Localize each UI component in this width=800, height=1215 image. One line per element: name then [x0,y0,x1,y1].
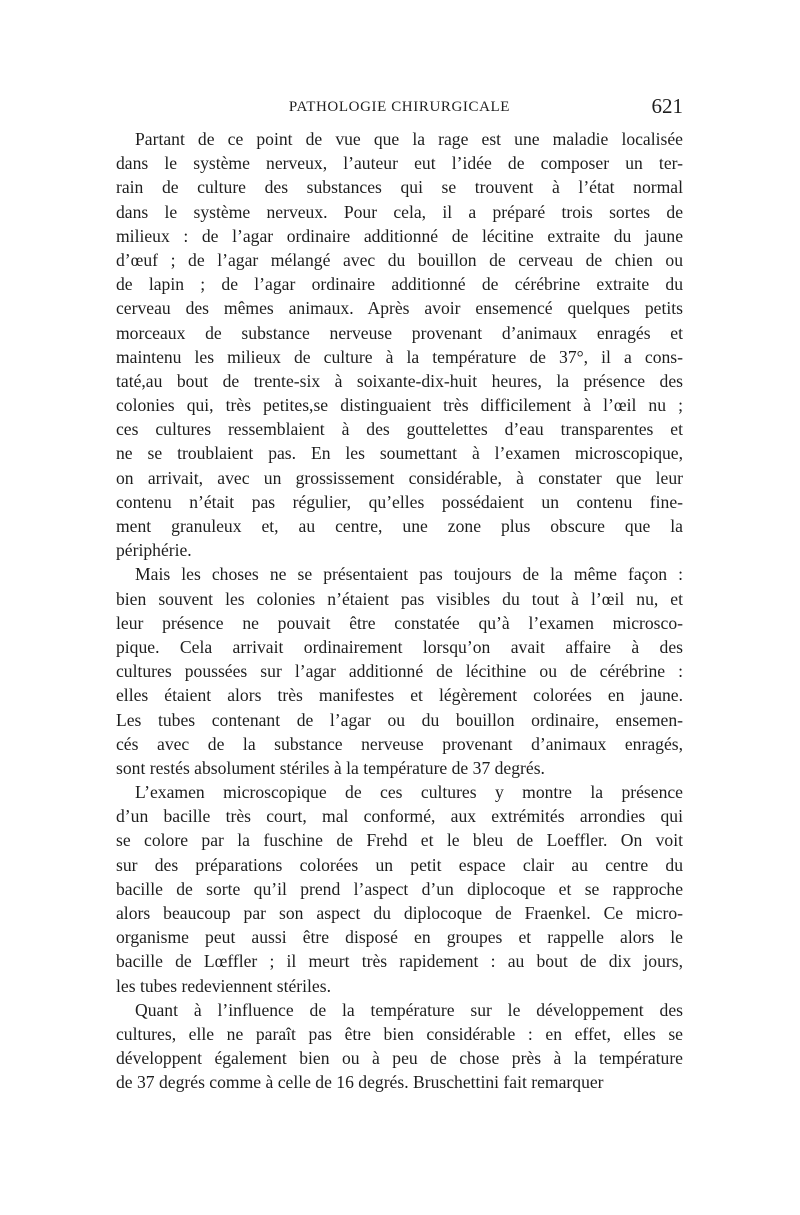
text-line: de 37 degrés comme à celle de 16 degrés. Bruschettini fait remarquer [116,1072,604,1093]
page-number: 621 [651,94,683,118]
text-line: alors beaucoup par son aspect du diplocoque de Fraenkel. Ce micro- [116,903,683,923]
text-line: ne se troublaient pas. En les soumettant à l’examen microscopique, [116,443,683,464]
text-line: dans le système nerveux, l’auteur eut l’idée de composer un ter- [116,153,683,174]
text-line: ment granuleux et, au centre, une zone plus obscure que la [116,516,683,536]
text-line: sur des préparations colorées un petit espace clair au centre du [116,854,683,875]
text-line: morceaux de substance nerveuse provenant d’animaux enragés et [116,322,683,343]
paragraph [116,562,683,780]
body-text [116,127,683,1095]
text-line: elles étaient alors très manifestes et légèrement colorées en jaune. [116,685,683,706]
text-line: dans le système nerveux. Pour cela, il a préparé trois sortes de [116,201,683,222]
text-line: Les tubes contenant de l’agar ou du bouillon ordinaire, ensemen- [116,709,683,730]
text-line: maintenu les milieux de culture à la température de 37°, il a cons- [116,346,683,367]
text-line: se colore par la fuschine de Frehd et le bleu de Loeffler. On voit [116,830,683,851]
text-line: développent également bien ou à peu de chose près à la température [116,1048,683,1069]
text-line: Partant de ce point de vue que la rage est une maladie localisée [135,129,683,149]
text-line: Mais les choses ne se présentaient pas toujours de la même façon : [135,564,683,585]
text-line: rain de culture des substances qui se trouvent à l’état normal [116,177,683,198]
text-line: périphérie. [116,540,192,561]
paragraph [116,780,683,998]
text-line: cultures poussées sur l’agar additionné de lécithine ou de cérébrine : [116,661,683,682]
text-line: organisme peut aussi être disposé en groupes et rappelle alors le [116,927,683,948]
text-line: d’œuf ; de l’agar mélangé avec du bouillon de cerveau de chien ou [116,249,683,270]
text-line: Quant à l’influence de la température sur le développement des [135,999,683,1020]
paragraph [116,127,683,562]
text-line: bien souvent les colonies n’étaient pas visibles du tout à l’œil nu, et [116,588,683,609]
text-line: cultures, elle ne paraît pas être bien considérable : en effet, elles se [116,1023,683,1044]
text-line: on arrivait, avec un grossissement considérable, à constater que leur [116,467,683,488]
text-line: cerveau des mêmes animaux. Après avoir ensemencé quelques petits [116,298,683,319]
text-line: L’examen microscopique de ces cultures y montre la présence [135,782,683,803]
text-line: colonies qui, très petites,se distinguaient très difficilement à l’œil nu ; [116,395,683,416]
text-line: taté,au bout de trente-six à soixante-dix-huit heures, la présence des [116,370,683,391]
running-head [116,95,683,119]
text-line: leur présence ne pouvait être constatée qu’à l’examen microsco- [116,612,683,633]
text-line: ces cultures ressemblaient à des gouttelettes d’eau transparentes et [116,419,683,440]
text-line: sont restés absolument stériles à la température de 37 degrés. [116,757,545,778]
text-line: bacille de Lœffler ; il meurt très rapidement : au bout de dix jours, [116,951,683,972]
text-line: de lapin ; de l’agar ordinaire additionné de cérébrine extraite du [116,274,683,295]
text-line: les tubes redeviennent stériles. [116,975,331,996]
text-line: contenu n’était pas régulier, qu’elles possédaient un contenu fine- [116,491,683,512]
text-line: milieux : de l’agar ordinaire additionné de lécitine extraite du jaune [116,225,683,246]
text-line: d’un bacille très court, mal conformé, aux extrémités arrondies qui [116,806,683,827]
paragraph [116,998,683,1095]
text-line: bacille de sorte qu’il prend l’aspect d’un diplocoque et se rapproche [116,878,683,899]
text-line: pique. Cela arrivait ordinairement lorsqu’on avait affaire à des [116,636,683,657]
running-title: PATHOLOGIE CHIRURGICALE [288,99,511,115]
text-line: cés avec de la substance nerveuse provenant d’animaux enragés, [116,733,683,754]
